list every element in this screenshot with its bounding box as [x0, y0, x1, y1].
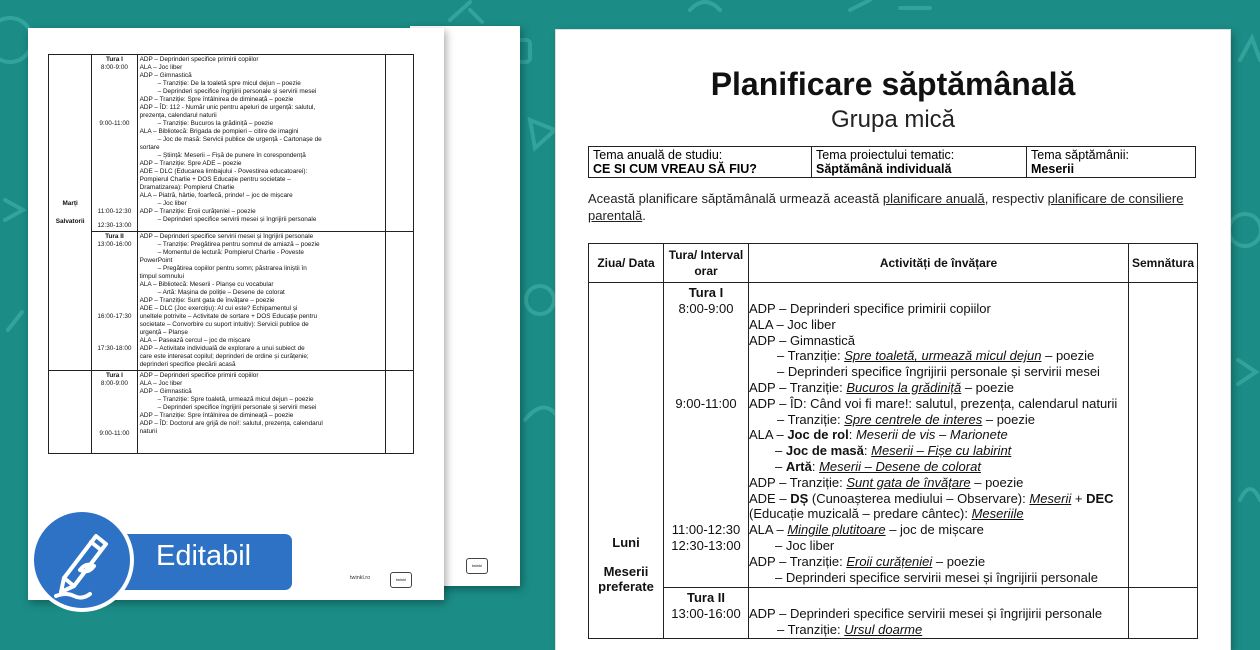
doodle-arc [525, 408, 560, 421]
annual-plan-link[interactable]: planificare anuală [882, 191, 985, 206]
activity-text: – joc de mișcare [885, 522, 984, 538]
mini-shift-label: Tura I [105, 56, 123, 63]
mini-activities-list [140, 56, 383, 224]
activity-link: Mingile plutitoare [787, 522, 886, 538]
mini-activity-line: sortare [139, 144, 160, 151]
doodle-chevron [1238, 360, 1256, 384]
activity-italic: Meserii de vis – Marionete [855, 427, 1008, 443]
activity-line [749, 506, 1128, 522]
mini-schedule-table [48, 54, 414, 454]
themes-table [588, 146, 1196, 178]
activity-text: – poezie [961, 379, 1014, 395]
mini-signature-cell [385, 371, 414, 454]
activity-text: ALA – [749, 522, 788, 538]
mini-activity-line: Pompierul Charlie + DOS Educație pentru societate – [139, 176, 291, 183]
mini-activity-line: ADP – Gimnastică [139, 72, 192, 79]
mini-activity-line: ALA – Bibliotecă: Brigada de pompieri – citire de imagini [139, 128, 299, 135]
mini-time-cell [92, 55, 137, 232]
activity-line [749, 459, 1128, 475]
activity-line [749, 554, 1128, 570]
mini-activity-line: care este interesat copilul; deprinderi de ordine și curățenie; [139, 353, 309, 360]
doodle-triangle [530, 120, 555, 148]
doodle-lines [850, 0, 930, 10]
activity-link: Ursul doarme [844, 622, 923, 638]
week-theme-label: Tema săptămânii: [1031, 148, 1129, 162]
editable-badge-label: Editabil [156, 540, 252, 572]
activity-text: ADP – Tranziție: [749, 379, 847, 395]
intro-text: , respectiv [984, 191, 1048, 206]
activity-text: – poezie [1041, 348, 1095, 364]
activity-text: (Cunoașterea mediului – Observare): [808, 490, 1030, 506]
day-name: Luni [612, 535, 640, 550]
mini-activity-line: ADP – Tranziție: Spre întâlnirea de dimineață – poezie [139, 412, 294, 419]
mini-time: 16:00-17:30 [97, 313, 132, 320]
mini-activity-line: ADP – ÎD: 112 - Număr unic pentru apeluri de urgență: salutul, [139, 104, 316, 111]
pen-icon [34, 512, 130, 608]
activity-line [749, 522, 1128, 538]
doodle-stroke [8, 312, 22, 330]
intro-text: Această planificare săptămânală urmează această [588, 191, 883, 206]
mini-activity-line: deprinderi specifice plecării acasă [139, 361, 236, 368]
activity-link: Meserii – Fișe cu labirint [871, 443, 1012, 459]
activity-text: (Educație muzicală – predare cântec): [749, 506, 972, 522]
mini-activities-cell [137, 371, 385, 454]
mini-activity-line: – Tranziție: De la toaletă spre micul dejun – poezie [157, 80, 301, 87]
mini-activity-line: ALA – Pasează cercul – joc de mișcare [139, 337, 251, 344]
activity-line: ALA – Joc liber [749, 316, 836, 332]
document-subtitle: Grupa mică [830, 106, 956, 133]
annual-theme-cell [589, 147, 812, 178]
activity-text: : [811, 458, 820, 474]
mini-footer-logo: twinkl [390, 572, 412, 588]
activity-text: – poezie [982, 411, 1035, 427]
activity-link: Sunt gata de învățare [846, 474, 971, 490]
mini-activities-list [140, 233, 383, 369]
activity-line: – Deprinderi specifice servirii mesei și îngrijirii personale [775, 569, 1098, 585]
activity-bold: DEC [1086, 490, 1114, 506]
mini-activities-cell [137, 55, 385, 232]
annual-theme-label: Tema anuală de studiu: [593, 148, 723, 162]
schedule-row-shift1 [589, 283, 1198, 588]
header-time: Tura/ Interval orar [664, 244, 749, 283]
activity-link: Meserii [1029, 490, 1072, 506]
day-cell [589, 283, 664, 639]
project-theme-cell [812, 147, 1027, 178]
doodle-arc-2 [1240, 489, 1260, 500]
mini-activity-line: – Artă: Mașina de poliție – Desene de colorat [157, 289, 285, 296]
activity-bold: DȘ [790, 490, 809, 506]
mini-activity-line: PowerPoint [139, 257, 173, 264]
signature-cell [1129, 283, 1198, 588]
activity-text: : [863, 443, 872, 459]
schedule-row-shift2 [589, 588, 1198, 639]
mini-activity-line: ALA – Joc liber [139, 380, 183, 387]
mini-footer-site: twinkl.ro [350, 575, 371, 581]
time-slot: 8:00-9:00 [678, 300, 734, 316]
mini-activity-line: ADP – Tranziție: Spre ADE – poezie [139, 160, 242, 167]
header-day: Ziua/ Data [589, 244, 664, 283]
doodle-pencil [450, 2, 482, 22]
activity-text: ADE – [749, 490, 791, 506]
activity-line [749, 491, 1128, 507]
week-theme-cell [1027, 147, 1196, 178]
mini-time: 11:00-12:30 [97, 208, 132, 215]
activity-link: Meseriile [971, 506, 1024, 522]
header-signature: Semnătura [1129, 244, 1198, 283]
activity-link: Eroii curățeniei [846, 553, 933, 569]
mini-activity-line: ADP – ÎD: Doctorul are grijă de noi!: salutul, prezența, calendarul [139, 420, 323, 427]
activity-link: Bucuros la grădiniță [846, 379, 962, 395]
activity-text: : [848, 427, 856, 443]
activity-line [749, 427, 1128, 443]
mini-activity-line: naturii [139, 428, 158, 435]
activity-line [749, 443, 1128, 459]
activity-link: Spre toaletă, urmează micul dejun [844, 348, 1042, 364]
mini-activity-line: – Pregătirea copiilor pentru somn; păstrarea liniștii în [157, 265, 307, 272]
activity-line: ADP – Gimnastică [749, 332, 855, 348]
activity-line [749, 412, 1128, 428]
mini-activities-cell [137, 232, 385, 371]
mini-time-cell [92, 232, 137, 371]
mini-activity-line: – Momentul de lectură: Pompierul Charlie - Poveste [157, 249, 304, 256]
activity-link: Meserii – Desene de colorat [819, 458, 981, 474]
activity-text: – Tranziție: [777, 622, 845, 638]
mini-day-cell [49, 55, 92, 371]
mini-activity-line: – Joc de masă: Servicii publice de urgență - Cartonașe de [157, 136, 322, 143]
mini-shift-label: Tura I [105, 372, 123, 379]
doodle-circle-2 [526, 286, 554, 314]
schedule-header-row [589, 244, 1198, 283]
mini-time: 13:00-16:00 [97, 241, 132, 248]
mini-activity-line: – Joc liber [157, 200, 187, 207]
mini-signature-cell [385, 232, 414, 371]
time-slot: 9:00-11:00 [675, 395, 737, 411]
edit-pen-icon-circle [30, 508, 134, 612]
mini-activity-line: ALA – Bibliotecă: Meserii - Planșe cu vocabular [139, 281, 274, 288]
activities-cell-shift1 [749, 283, 1129, 588]
mini-activity-line: Dramatizarea): Pompierul Charlie [139, 184, 235, 191]
activity-link: Spre centrele de interes [844, 411, 983, 427]
mini-time: 9:00-11:00 [99, 430, 130, 437]
project-theme-value: Săptămână individuală [816, 162, 952, 176]
shift2-label: Tura II [686, 590, 726, 606]
document-title: Planificare săptămânală [710, 66, 1076, 102]
activity-text: – [775, 458, 786, 474]
mini-time-cell [92, 371, 137, 454]
doodle-chevron-2 [5, 200, 23, 220]
activity-bold: Joc de rol [787, 427, 849, 443]
activity-line [749, 622, 1128, 638]
mini-time: 9:00-11:00 [99, 120, 130, 127]
header-activities: Activități de învățare [749, 244, 1129, 283]
mini-activities-list [140, 372, 383, 436]
mini-activity-line: timpul somnului [139, 273, 185, 280]
time-slot: 12:30-13:00 [671, 538, 741, 554]
mini-activity-line: – Deprinderi specifice îngrijirii personale și servirii mesei [157, 88, 317, 95]
activity-text: – poezie [970, 474, 1024, 490]
annual-theme-value: CE SI CUM VREAU SĂ FIU? [593, 162, 757, 176]
doodle-arc-3 [690, 2, 720, 10]
mini-activity-line: ADE – DLC (Joc exercițiu): Al cui este? Echipamentul și [139, 305, 298, 312]
intro-text: . [642, 208, 646, 223]
mini-activity-line: – Deprinderi specifice servirii mesei și îngrijirii personale [157, 216, 317, 223]
signature-cell [1129, 588, 1198, 639]
time-cell-shift2 [664, 588, 749, 639]
activity-line [749, 475, 1128, 491]
activity-line: – Joc liber [775, 537, 835, 553]
mini-activity-line: uneltele potrivite – Activitate de sortare + DOS Educație pentru [139, 313, 318, 320]
mini-activity-line: – Tranziție: Pregătirea pentru somnul de amiază – poezie [157, 241, 320, 248]
activity-line: – Deprinderi specifice îngrijirii personale și servirii mesei [777, 364, 1100, 380]
mini-shift-label: Tura II [105, 233, 124, 240]
activity-line [749, 380, 1128, 396]
mini-day-name: Marți [62, 199, 78, 207]
time-cell-shift1 [664, 283, 749, 588]
mini-activity-line: – Deprinderi specifice îngrijirii personale și servirii mesei [157, 404, 317, 411]
mini-activity-line: ADP – Tranziție: Sunt gata de învățare – poezie [139, 297, 275, 304]
activities-cell-shift2 [749, 588, 1129, 639]
mini-activity-line: ADP – Tranziție: Eroii curățeniei – poezie [139, 208, 256, 215]
activity-bold: Artă [785, 458, 812, 474]
week-theme-value: Meserii [1031, 162, 1075, 176]
mini-activity-line: ADP – Deprinderi specifice servirii mesei și îngrijirii personale [139, 233, 314, 240]
activity-text: ADP – Tranziție: [749, 553, 847, 569]
mini-activity-line: ALA – Piatră, hârtie, foarfecă, prinde! – joc de mișcare [139, 192, 293, 199]
activity-text: – Tranziție: [777, 411, 845, 427]
mini-time: 17:30-18:00 [97, 345, 132, 352]
doodle-circle-3 [1229, 214, 1260, 246]
activity-text: ADP – Tranziție: [749, 474, 847, 490]
parental-plan-link[interactable]: planificare de consiliere parentală [588, 191, 1184, 223]
activity-text: – poezie [932, 553, 986, 569]
mini-activity-line: ALA – Joc liber [139, 64, 183, 71]
main-document [556, 30, 1230, 650]
shift1-label: Tura I [688, 285, 724, 300]
mini-activity-line: ADP – Activitate individuală de explorare a unui subiect de [139, 345, 305, 352]
mini-activity-line: – Știință: Meserii – Fișă de punere în corespondență [157, 152, 306, 159]
mini-activity-line: ADE – DLC (Educarea limbajului - Povestirea educatoarei): [139, 168, 308, 175]
mini-activity-line: ADP – Tranziție: Spre întâlnirea de dimineață – poezie [139, 96, 294, 103]
activity-text: + [1071, 490, 1087, 506]
time-slot: 13:00-16:00 [671, 606, 741, 622]
back-page-logo: twinkl [466, 558, 488, 574]
mini-time: 12:30-13:00 [97, 222, 132, 229]
mini-activity-line: ADP – Deprinderi specifice primirii copiilor [139, 56, 259, 63]
activity-text: – [775, 443, 786, 459]
mini-signature-cell [385, 55, 414, 232]
mini-day-cell [49, 371, 92, 454]
mini-activity-line: urgență – Planșe [139, 329, 188, 336]
mini-time: 8:00-9:00 [100, 64, 128, 71]
mini-day-topic: Salvatorii [55, 217, 85, 225]
activity-line: ADP – Deprinderi specifice primirii copiilor [749, 301, 991, 316]
mini-activity-line: prezența, calendarul naturii [139, 112, 217, 119]
schedule-table [588, 243, 1198, 639]
day-topic: Meserii preferate [598, 564, 654, 594]
activity-line [749, 348, 1128, 364]
activity-text: ALA – [749, 427, 788, 443]
project-theme-label: Tema proiectului tematic: [816, 148, 955, 162]
mini-activity-line: – Tranziție: Bucuros la grădiniță – poezie [157, 120, 274, 127]
intro-paragraph [588, 190, 1188, 224]
time-slot: 11:00-12:30 [671, 522, 741, 538]
mini-activity-line: ADP – Gimnastică [139, 388, 192, 395]
mini-time: 8:00-9:00 [100, 380, 128, 387]
mini-activity-line: ADP – Deprinderi specifice primirii copiilor [139, 372, 259, 379]
mini-activity-line: societate – Convorbire cu suport intuitiv): Servicii publice de [139, 321, 309, 328]
activity-line: ADP – ÎD: Când voi fi mare!: salutul, prezența, calendarul naturii [749, 395, 1118, 411]
activity-text: – Tranziție: [777, 348, 845, 364]
mini-activity-line: – Tranziție: Spre toaletă, urmează micul dejun – poezie [157, 396, 314, 403]
doodle-peak [1240, 38, 1260, 60]
activity-line: ADP – Deprinderi specifice servirii mesei și îngrijirii personale [749, 606, 1103, 622]
activity-bold: Joc de masă [785, 443, 864, 459]
